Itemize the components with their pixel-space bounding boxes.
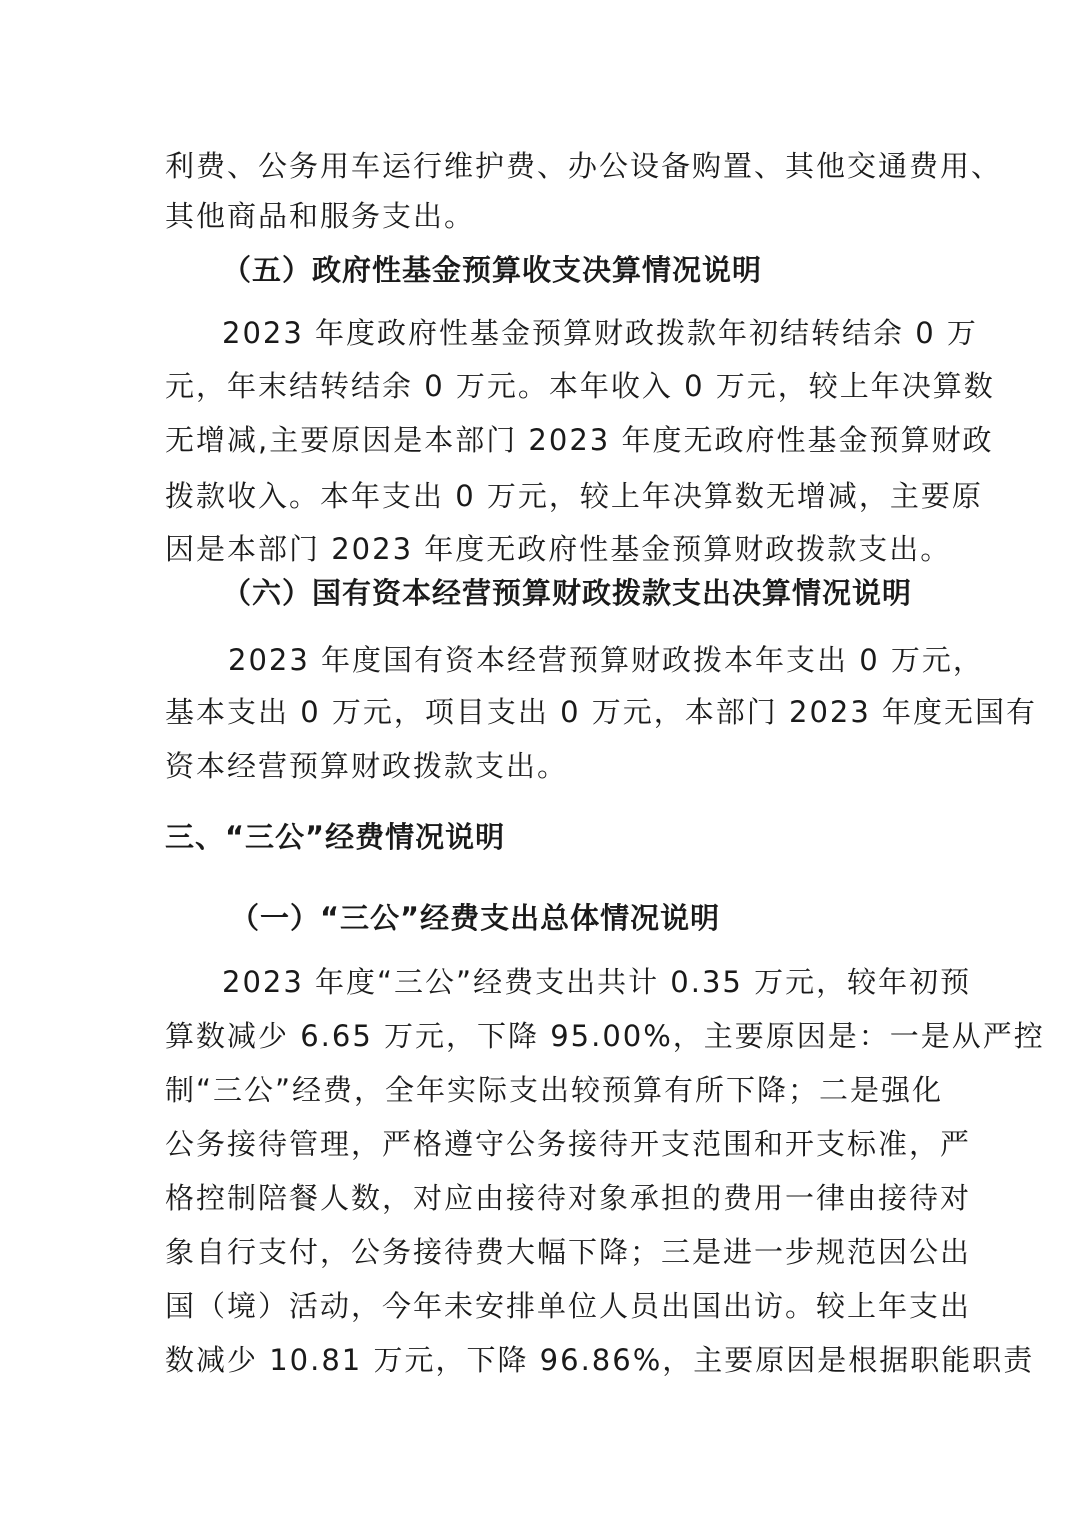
section-heading-5: （五）政府性基金预算收支决算情况说明 [222, 253, 763, 287]
paragraph-line: 国（境）活动，今年未安排单位人员出国出访。较上年支出 [165, 1289, 972, 1323]
paragraph-line: 制“三公”经费，全年实际支出较预算有所下降；二是强化 [165, 1073, 944, 1107]
paragraph-line: 其他商品和服务支出。 [165, 199, 476, 233]
paragraph-line: 利费、公务用车运行维护费、办公设备购置、其他交通费用、 [165, 149, 1003, 183]
paragraph-line: 2023 年度政府性基金预算财政拨款年初结转结余 0 万 [222, 316, 978, 350]
paragraph-line: 公务接待管理，严格遵守公务接待开支范围和开支标准，严 [165, 1127, 972, 1161]
paragraph-line: 格控制陪餐人数，对应由接待对象承担的费用一律由接待对 [165, 1181, 972, 1215]
paragraph-line: 元，年末结转结余 0 万元。本年收入 0 万元，较上年决算数 [165, 369, 995, 403]
paragraph-line: 算数减少 6.65 万元，下降 95.00%，主要原因是：一是从严控 [165, 1019, 1045, 1053]
paragraph-line: 数减少 10.81 万元，下降 96.86%，主要原因是根据职能职责 [165, 1343, 1035, 1377]
paragraph-line: 基本支出 0 万元，项目支出 0 万元，本部门 2023 年度无国有 [165, 695, 1038, 729]
chapter-heading-3: 三、“三公”经费情况说明 [165, 820, 506, 854]
paragraph-line: 2023 年度国有资本经营预算财政拨本年支出 0 万元， [228, 643, 984, 677]
paragraph-line: 无增减,主要原因是本部门 2023 年度无政府性基金预算财政 [165, 423, 994, 457]
paragraph-line: 象自行支付，公务接待费大幅下降；三是进一步规范因公出 [165, 1235, 972, 1269]
section-heading-6: （六）国有资本经营预算财政拨款支出决算情况说明 [222, 576, 913, 610]
paragraph-line: 因是本部门 2023 年度无政府性基金预算财政拨款支出。 [165, 532, 952, 566]
section-heading-1: （一）“三公”经费支出总体情况说明 [230, 901, 721, 935]
paragraph-line: 资本经营预算财政拨款支出。 [165, 749, 569, 783]
paragraph-line: 拨款收入。本年支出 0 万元，较上年决算数无增减，主要原 [165, 479, 983, 513]
paragraph-line: 2023 年度“三公”经费支出共计 0.35 万元，较年初预 [222, 965, 972, 999]
